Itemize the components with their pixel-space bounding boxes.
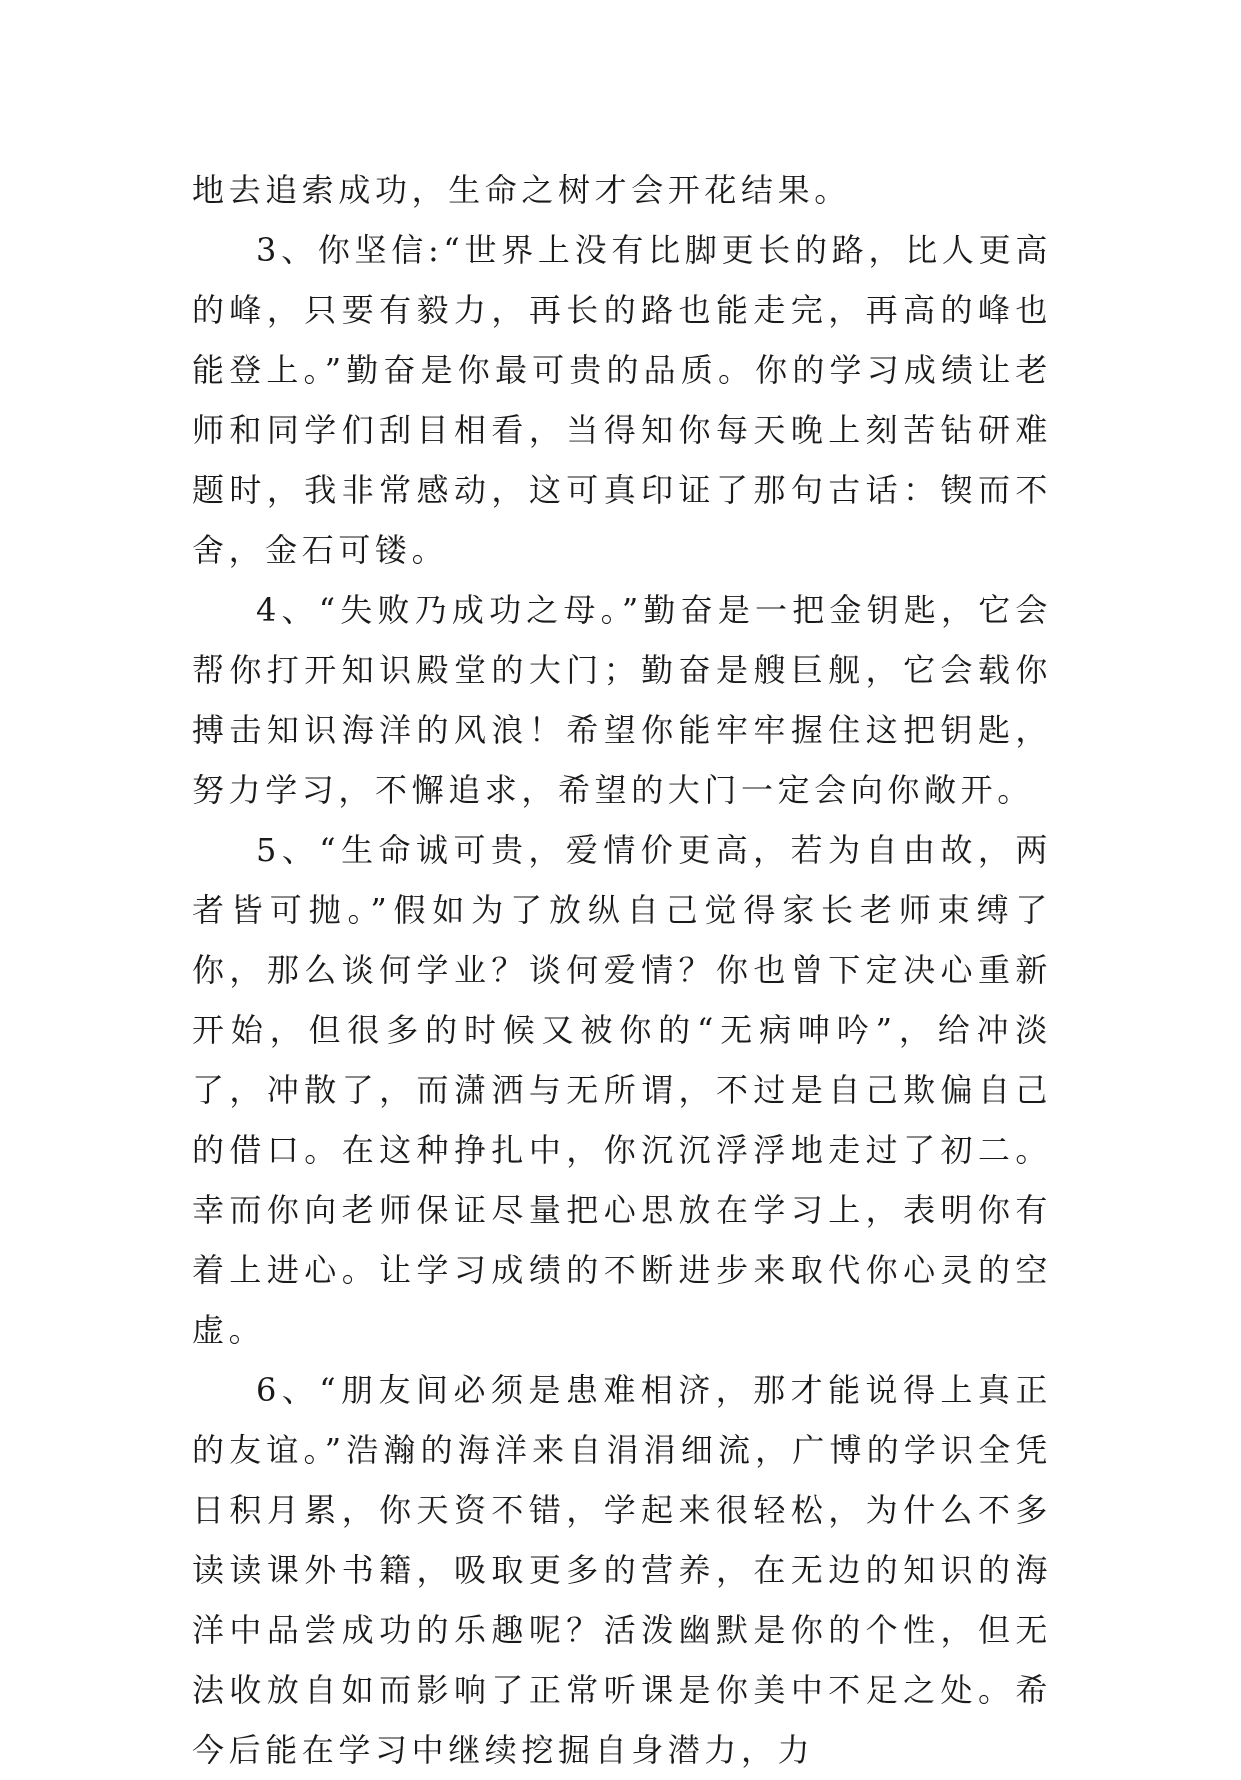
paragraph-continuation: 地去追索成功，生命之树才会开花结果。 [192,171,851,209]
paragraph-item-6: 6、“朋友间必须是患难相济，那才能说得上真正的友谊。”浩瀚的海洋来自涓涓细流，广博的学识全凭日积月累，你天资不错，学起来很轻松，为什么不多读读课外书籍，吸取更多的营养，在无边的知识的海洋中品尝成功的乐趣呢？活泼幽默是你的个性，但无法收放自如而影响了正常听课是你美中不足之处。希今后能在学习中继续挖掘自身潜力，力 [192,1371,1052,1769]
document-body [192,160,1052,1780]
paragraph-item-4: 4、“失败乃成功之母。”勤奋是一把金钥匙，它会帮你打开知识殿堂的大门；勤奋是艘巨舰，它会载你搏击知识海洋的风浪！希望你能牢牢握住这把钥匙，努力学习，不懈追求，希望的大门一定会向你敞开。 [192,591,1052,809]
paragraph-item-5: 5、“生命诚可贵，爱情价更高，若为自由故，两者皆可抛。”假如为了放纵自己觉得家长老师束缚了你，那么谈何学业？谈何爱情？你也曾下定决心重新开始，但很多的时候又被你的“无病呻吟”，给冲淡了，冲散了，而潇洒与无所谓，不过是自己欺偏自己的借口。在这种挣扎中，你沉沉浮浮地走过了初二。幸而你向老师保证尽量把心思放在学习上，表明你有着上进心。让学习成绩的不断进步来取代你心灵的空虚。 [192,831,1052,1349]
paragraph-item-3: 3、你坚信:“世界上没有比脚更长的路，比人更高的峰，只要有毅力，再长的路也能走完，再高的峰也能登上。”勤奋是你最可贵的品质。你的学习成绩让老师和同学们刮目相看，当得知你每天晚上刻苦钻研难题时，我非常感动，这可真印证了那句古话：锲而不舍，金石可镂。 [192,231,1052,569]
